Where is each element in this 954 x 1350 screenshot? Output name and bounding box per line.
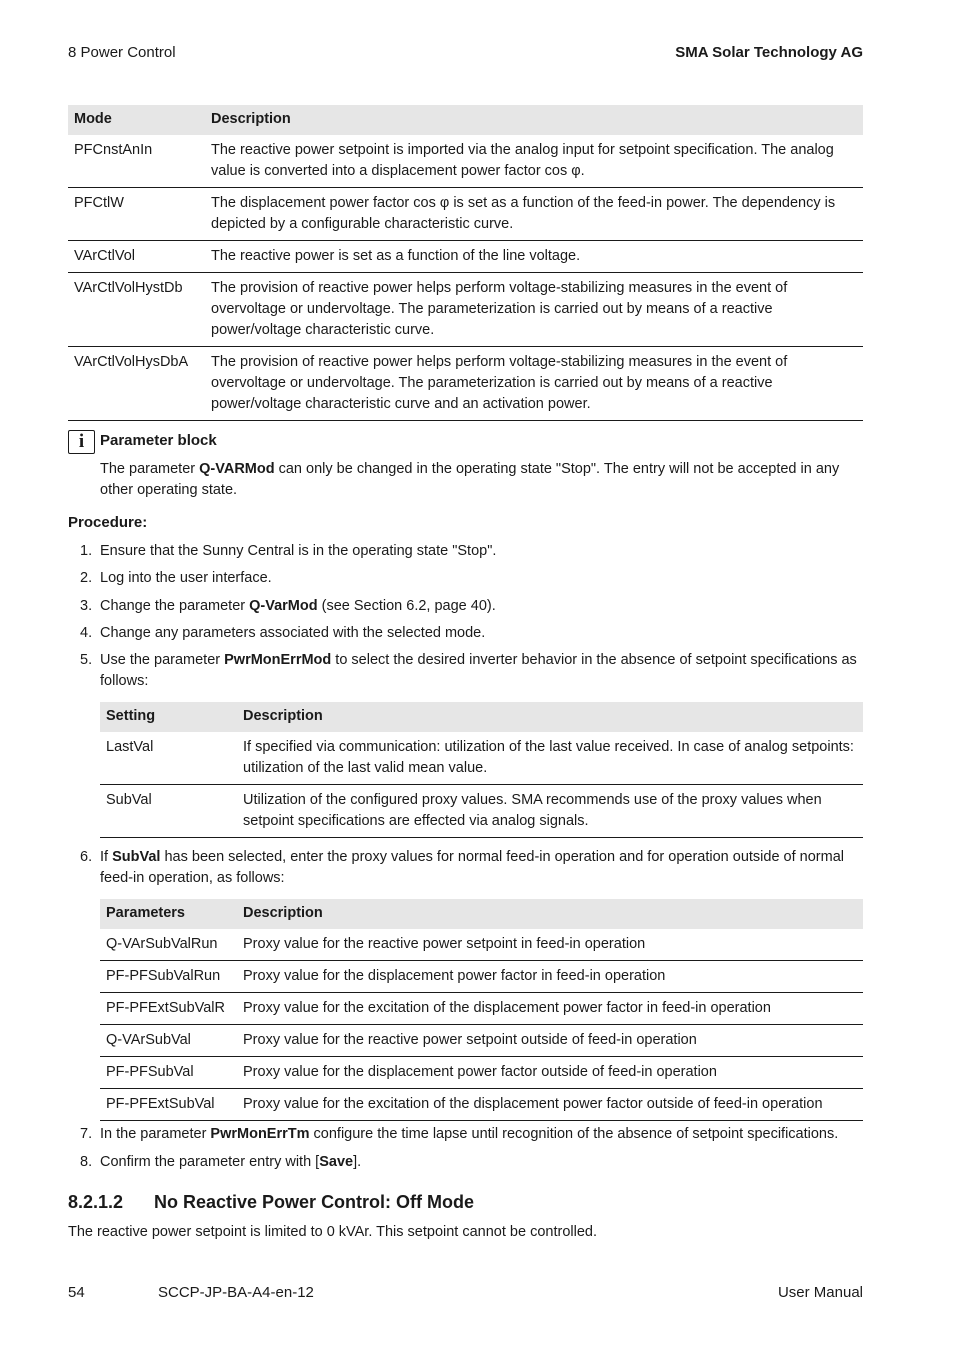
table-header-row <box>100 702 863 732</box>
description-cell: The reactive power is set as a function of the line voltage. <box>205 241 863 273</box>
description-cell: Proxy value for the reactive power setpoint in feed-in operation <box>237 929 863 961</box>
mode-cell: PFCtlW <box>68 188 205 241</box>
step-text-part: Use the parameter <box>100 652 225 668</box>
parameter-cell: Q-VArSubVal <box>100 1025 237 1057</box>
step-text <box>100 1124 865 1145</box>
description-cell: The provision of reactive power helps perform voltage-stabilizing measures in the event of overvoltage or undervoltage. The parameterization is carried out by means of a reactive power/voltage characteristic curve and an activation power. <box>205 347 863 421</box>
step-number: 6. <box>80 849 93 865</box>
step-text-part: has been selected, enter the proxy values for normal feed-in operation and for operation outside of normal feed-in operation, as follows: <box>100 849 844 886</box>
page-header <box>68 44 863 64</box>
step-parameter: SubVal <box>112 849 161 865</box>
document-type: User Manual <box>777 1284 863 1301</box>
step-text-part: Change any parameters associated with the selected mode. <box>100 625 486 641</box>
column-header-description: Description <box>237 899 863 929</box>
table-row <box>68 188 863 241</box>
step-text-part: Ensure that the Sunny Central is in the operating state "Stop". <box>100 543 497 559</box>
description-cell: Utilization of the configured proxy values. SMA recommends use of the proxy values when setpoint specifications are effected via analog signals. <box>237 785 863 838</box>
table-row <box>68 135 863 188</box>
note-text-part: The parameter <box>100 461 200 477</box>
table-row <box>100 732 863 785</box>
description-cell: The reactive power setpoint is imported via the analog input for setpoint specification. The analog value is converted into a displacement power factor cos φ. <box>205 135 863 188</box>
step-parameter: Q-VarMod <box>249 598 318 614</box>
step-text <box>100 847 865 889</box>
step-text <box>100 650 865 692</box>
step-number: 1. <box>80 543 93 559</box>
document-page <box>68 0 863 1350</box>
column-header-parameters: Parameters <box>100 899 237 929</box>
mode-cell: VArCtlVol <box>68 241 205 273</box>
mode-table <box>68 105 863 421</box>
step-number: 3. <box>80 598 93 614</box>
section-heading <box>68 1192 474 1213</box>
step-text-part: Change the parameter <box>100 598 250 614</box>
table-row <box>100 993 863 1025</box>
column-header-description: Description <box>237 702 863 732</box>
page-number: 54 <box>68 1284 85 1301</box>
table-row <box>68 273 863 347</box>
procedure-title: Procedure: <box>68 514 148 531</box>
column-header-mode: Mode <box>68 105 205 135</box>
info-icon: i <box>68 430 95 454</box>
table-header-row <box>100 899 863 929</box>
description-cell: The displacement power factor cos φ is set as a function of the feed-in power. The dependency is depicted by a configurable characteristic curve. <box>205 188 863 241</box>
table-row <box>68 347 863 421</box>
section-text: The reactive power setpoint is limited to 0 kVAr. This setpoint cannot be controlled. <box>68 1224 597 1240</box>
step-number: 7. <box>80 1126 93 1142</box>
description-cell: Proxy value for the excitation of the displacement power factor outside of feed-in operation <box>237 1089 863 1121</box>
table-row <box>100 785 863 838</box>
step-text <box>100 1152 865 1173</box>
chapter-title: 8 Power Control <box>68 44 176 61</box>
setting-cell: LastVal <box>100 732 237 785</box>
parameter-cell: Q-VArSubValRun <box>100 929 237 961</box>
parameters-table <box>100 899 863 1121</box>
section-number: 8.2.1.2 <box>68 1192 124 1212</box>
table-header-row <box>68 105 863 135</box>
step-number: 2. <box>80 570 93 586</box>
note-parameter: Q-VARMod <box>199 461 275 477</box>
mode-cell: VArCtlVolHystDb <box>68 273 205 347</box>
step-number: 8. <box>80 1154 93 1170</box>
description-cell: Proxy value for the excitation of the displacement power factor in feed-in operation <box>237 993 863 1025</box>
step-parameter: PwrMonErrTm <box>210 1126 310 1142</box>
setting-table <box>100 702 863 838</box>
parameter-cell: PF-PFExtSubValR <box>100 993 237 1025</box>
step-text-part: Confirm the parameter entry with [ <box>100 1154 320 1170</box>
note-title: Parameter block <box>100 432 217 449</box>
step-number: 4. <box>80 625 93 641</box>
step-text-part: to select the desired inverter behavior in the absence of setpoint specifications as follows: <box>100 652 857 689</box>
section-title: No Reactive Power Control: Off Mode <box>154 1192 475 1212</box>
parameter-cell: PF-PFSubValRun <box>100 961 237 993</box>
parameter-cell: PF-PFSubVal <box>100 1057 237 1089</box>
step-number: 5. <box>80 652 93 668</box>
column-header-description: Description <box>205 105 863 135</box>
setting-cell: SubVal <box>100 785 237 838</box>
description-cell: Proxy value for the displacement power factor outside of feed-in operation <box>237 1057 863 1089</box>
table-row <box>100 929 863 961</box>
step-text <box>100 568 865 589</box>
step-text-part: In the parameter <box>100 1126 211 1142</box>
step-text <box>100 541 865 562</box>
table-row <box>68 241 863 273</box>
step-text-part: If <box>100 849 113 865</box>
step-parameter: PwrMonErrMod <box>224 652 332 668</box>
mode-cell: PFCnstAnIn <box>68 135 205 188</box>
step-text-part: (see Section 6.2, page 40). <box>317 598 496 614</box>
table-row <box>100 961 863 993</box>
step-text-part: ]. <box>353 1154 362 1170</box>
step-text <box>100 596 865 617</box>
description-cell: Proxy value for the reactive power setpoint outside of feed-in operation <box>237 1025 863 1057</box>
description-cell: If specified via communication: utilization of the last value received. In case of analog setpoints: utilization of the last valid mean value. <box>237 732 863 785</box>
description-cell: Proxy value for the displacement power factor in feed-in operation <box>237 961 863 993</box>
note-text-part: can only be changed in the operating state "Stop". The entry will not be accepted in any other operating state. <box>100 461 840 498</box>
step-parameter: Save <box>319 1154 354 1170</box>
table-row <box>100 1057 863 1089</box>
company-name: SMA Solar Technology AG <box>675 44 863 61</box>
description-cell: The provision of reactive power helps perform voltage-stabilizing measures in the event of overvoltage or undervoltage. The parameterization is carried out by means of a reactive power/voltage characteristic curve. <box>205 273 863 347</box>
table-row <box>100 1025 863 1057</box>
table-row <box>100 1089 863 1121</box>
parameter-cell: PF-PFExtSubVal <box>100 1089 237 1121</box>
document-id: SCCP-JP-BA-A4-en-12 <box>158 1284 314 1301</box>
step-text <box>100 623 865 644</box>
column-header-setting: Setting <box>100 702 237 732</box>
step-text-part: Log into the user interface. <box>100 570 272 586</box>
step-text-part: configure the time lapse until recognition of the absence of setpoint specifications. <box>309 1126 839 1142</box>
note-text <box>100 459 860 501</box>
mode-cell: VArCtlVolHysDbA <box>68 347 205 421</box>
